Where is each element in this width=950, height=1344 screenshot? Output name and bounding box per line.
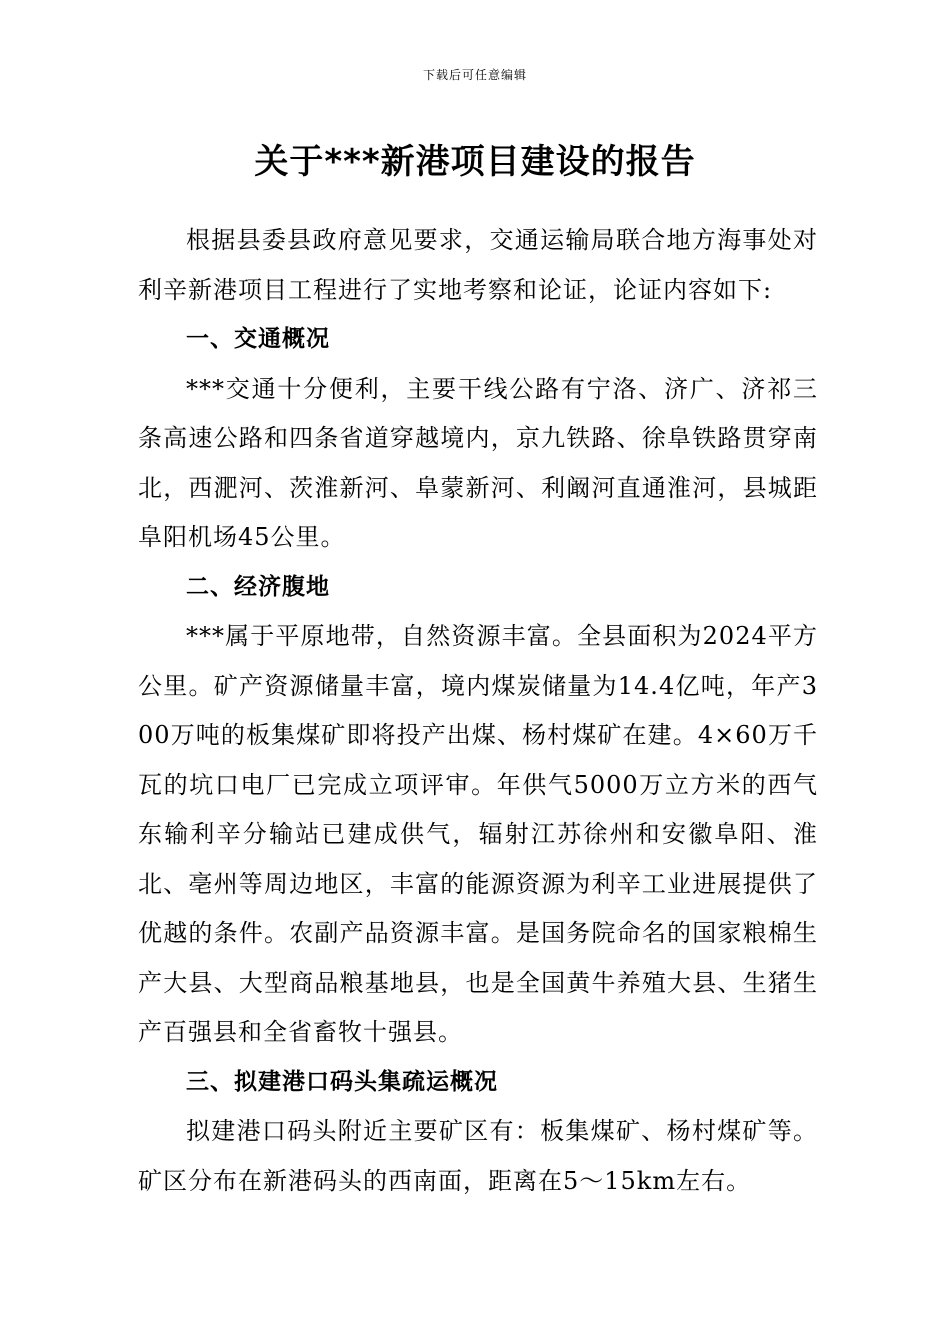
section-heading-port: 三、拟建港口码头集疏运概况 (186, 1068, 498, 1095)
section-heading-economy: 二、经济腹地 (186, 573, 330, 600)
intro-paragraph: 根据县委县政府意见要求，交通运输局联合地方海事处对利辛新港项目工程进行了实地考察和论证，论证内容如下: (138, 226, 818, 304)
section-body-economy: ***属于平原地带，自然资源丰富。全县面积为2024平方公里。矿产资源储量丰富，境内煤炭储量为14.4亿吨，年产300万吨的板集煤矿即将投产出煤、杨村煤矿在建。4×60万千瓦的坑口电厂已完成立项评审。年供气5000万立方米的西气东输利辛分输站已建成供气，辐射江苏徐州和安徽阜阳、淮北、亳州等周边地区，丰富的能源资源为利辛工业进展提供了优越的条件。农副产品资源丰富。是国务院命名的国家粮棉生产大县、大型商品粮基地县，也是全国黄牛养殖大县、生猪生产百强县和全省畜牧十强县。 (138, 622, 818, 1046)
section-body-port: 拟建港口码头附近主要矿区有：板集煤矿、杨村煤矿等。矿区分布在新港码头的西南面，距离在5～15km左右。 (138, 1117, 818, 1195)
header-note: 下载后可任意编辑 (422, 68, 527, 82)
section-body-transport: ***交通十分便利，主要干线公路有宁洛、济广、济祁三条高速公路和四条省道穿越境内，京九铁路、徐阜铁路贯穿南北，西淝河、茨淮新河、阜蒙新河、利阚河直通淮河，县城距阜阳机场45公里。 (138, 374, 818, 551)
document-title: 关于***新港项目建设的报告 (254, 142, 696, 182)
section-heading-transport: 一、交通概况 (186, 326, 330, 352)
document-body (138, 216, 818, 1206)
